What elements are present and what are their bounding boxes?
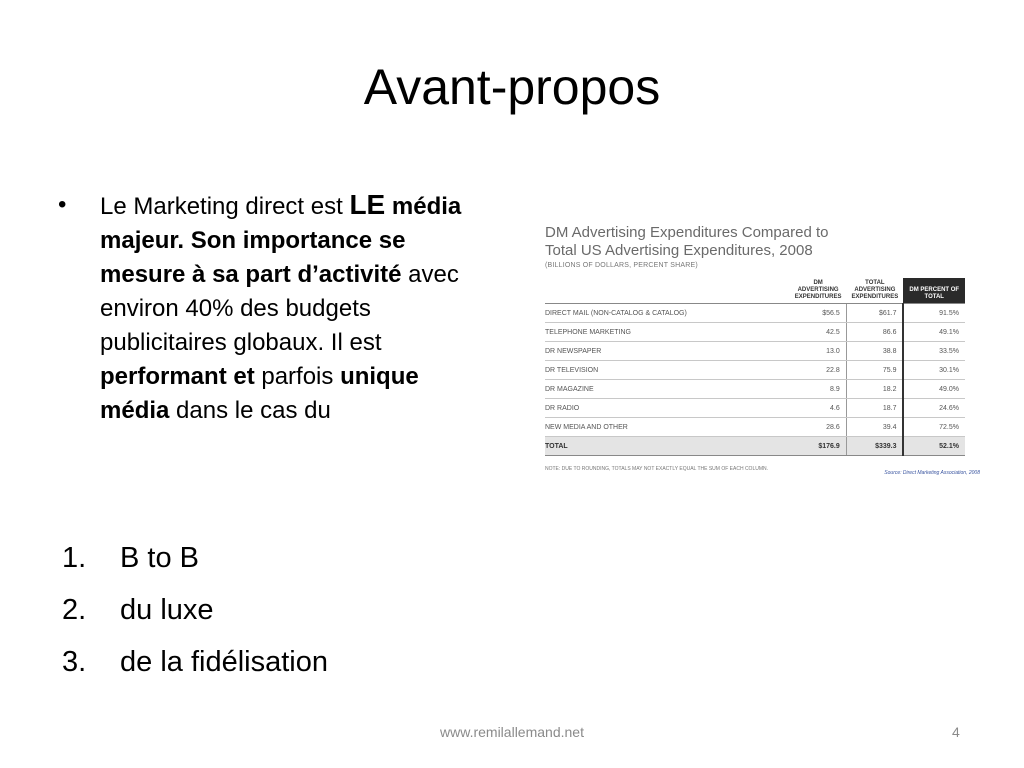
bullet-text-part: parfois xyxy=(254,363,341,390)
figure-title-line: Total US Advertising Expenditures, 2008 xyxy=(545,242,813,259)
row-label: DR NEWSPAPER xyxy=(545,342,790,361)
row-total-value: $61.7 xyxy=(846,304,903,323)
expenditures-table xyxy=(545,278,965,456)
table-row xyxy=(545,342,965,361)
table-row xyxy=(545,361,965,380)
row-percent-value: 91.5% xyxy=(903,304,965,323)
bullet-text-part: avec environ 40% des budgets publicitaires globaux. Il est xyxy=(100,261,459,356)
list-item-label: du luxe xyxy=(120,594,214,626)
row-total-value: 86.6 xyxy=(846,323,903,342)
list-item xyxy=(62,584,502,636)
row-total-value: 75.9 xyxy=(846,361,903,380)
bullet-paragraph xyxy=(58,188,483,428)
table-header-dm: DM ADVERTISING EXPENDITURES xyxy=(790,278,846,304)
total-label: TOTAL xyxy=(545,437,790,456)
bullet-bold-text: performant et xyxy=(100,363,255,390)
figure-note: NOTE: DUE TO ROUNDING, TOTALS MAY NOT EXACTLY EQUAL THE SUM OF EACH COLUMN. xyxy=(545,466,769,472)
expenditures-figure xyxy=(545,224,980,486)
numbered-list xyxy=(62,532,502,688)
table-row xyxy=(545,304,965,323)
bullet-text-area xyxy=(58,188,483,428)
row-label: DIRECT MAIL (NON-CATALOG & CATALOG) xyxy=(545,304,790,323)
bullet-text-part: dans le cas du xyxy=(169,397,331,424)
bullet-emphasis-le: LE xyxy=(349,189,386,220)
row-dm-value: $56.5 xyxy=(790,304,846,323)
list-number: 3. xyxy=(62,646,87,678)
figure-title-line: DM Advertising Expenditures Compared to xyxy=(545,224,829,241)
row-label: TELEPHONE MARKETING xyxy=(545,323,790,342)
table-row xyxy=(545,399,965,418)
row-label: DR MAGAZINE xyxy=(545,380,790,399)
total-percent-value: 52.1% xyxy=(903,437,965,456)
row-dm-value: 42.5 xyxy=(790,323,846,342)
bullet-bold-text: média majeur. Son importance se mesure à sa part d’activité xyxy=(100,193,462,288)
figure-title xyxy=(545,224,980,260)
total-total-value: $339.3 xyxy=(846,437,903,456)
row-dm-value: 4.6 xyxy=(790,399,846,418)
row-percent-value: 72.5% xyxy=(903,418,965,437)
row-total-value: 18.2 xyxy=(846,380,903,399)
list-number: 2. xyxy=(62,594,87,626)
row-total-value: 38.8 xyxy=(846,342,903,361)
table-header-empty xyxy=(545,278,790,304)
figure-subtitle: (BILLIONS OF DOLLARS, PERCENT SHARE) xyxy=(545,262,698,269)
row-total-value: 18.7 xyxy=(846,399,903,418)
table-row xyxy=(545,380,965,399)
table-header-row xyxy=(545,278,965,304)
bullet-text-part: Le Marketing direct est xyxy=(100,193,350,220)
figure-source: Source: Direct Marketing Association, 2008 xyxy=(884,470,980,476)
row-dm-value: 28.6 xyxy=(790,418,846,437)
list-item-label: de la fidélisation xyxy=(120,646,328,678)
page-number: 4 xyxy=(952,724,960,740)
row-total-value: 39.4 xyxy=(846,418,903,437)
list-item xyxy=(62,532,502,584)
row-percent-value: 49.0% xyxy=(903,380,965,399)
row-label: DR RADIO xyxy=(545,399,790,418)
list-item-label: B to B xyxy=(120,542,199,574)
row-percent-value: 24.6% xyxy=(903,399,965,418)
list-item xyxy=(62,636,502,688)
row-percent-value: 33.5% xyxy=(903,342,965,361)
table-header-percent: DM PERCENT OF TOTAL xyxy=(903,278,965,304)
table-total-row xyxy=(545,437,965,456)
row-label: DR TELEVISION xyxy=(545,361,790,380)
table-row xyxy=(545,323,965,342)
row-label: NEW MEDIA AND OTHER xyxy=(545,418,790,437)
total-dm-value: $176.9 xyxy=(790,437,846,456)
row-dm-value: 8.9 xyxy=(790,380,846,399)
list-number: 1. xyxy=(62,542,87,574)
row-dm-value: 13.0 xyxy=(790,342,846,361)
footer-url: www.remilallemand.net xyxy=(440,724,584,740)
bullet-bold-text: unique média xyxy=(100,363,419,424)
row-percent-value: 49.1% xyxy=(903,323,965,342)
table-row xyxy=(545,418,965,437)
table-header-total: TOTAL ADVERTISING EXPENDITURES xyxy=(846,278,903,304)
row-percent-value: 30.1% xyxy=(903,361,965,380)
row-dm-value: 22.8 xyxy=(790,361,846,380)
bullet-dot-icon: • xyxy=(58,191,67,218)
slide-title: Avant-propos xyxy=(363,59,661,115)
